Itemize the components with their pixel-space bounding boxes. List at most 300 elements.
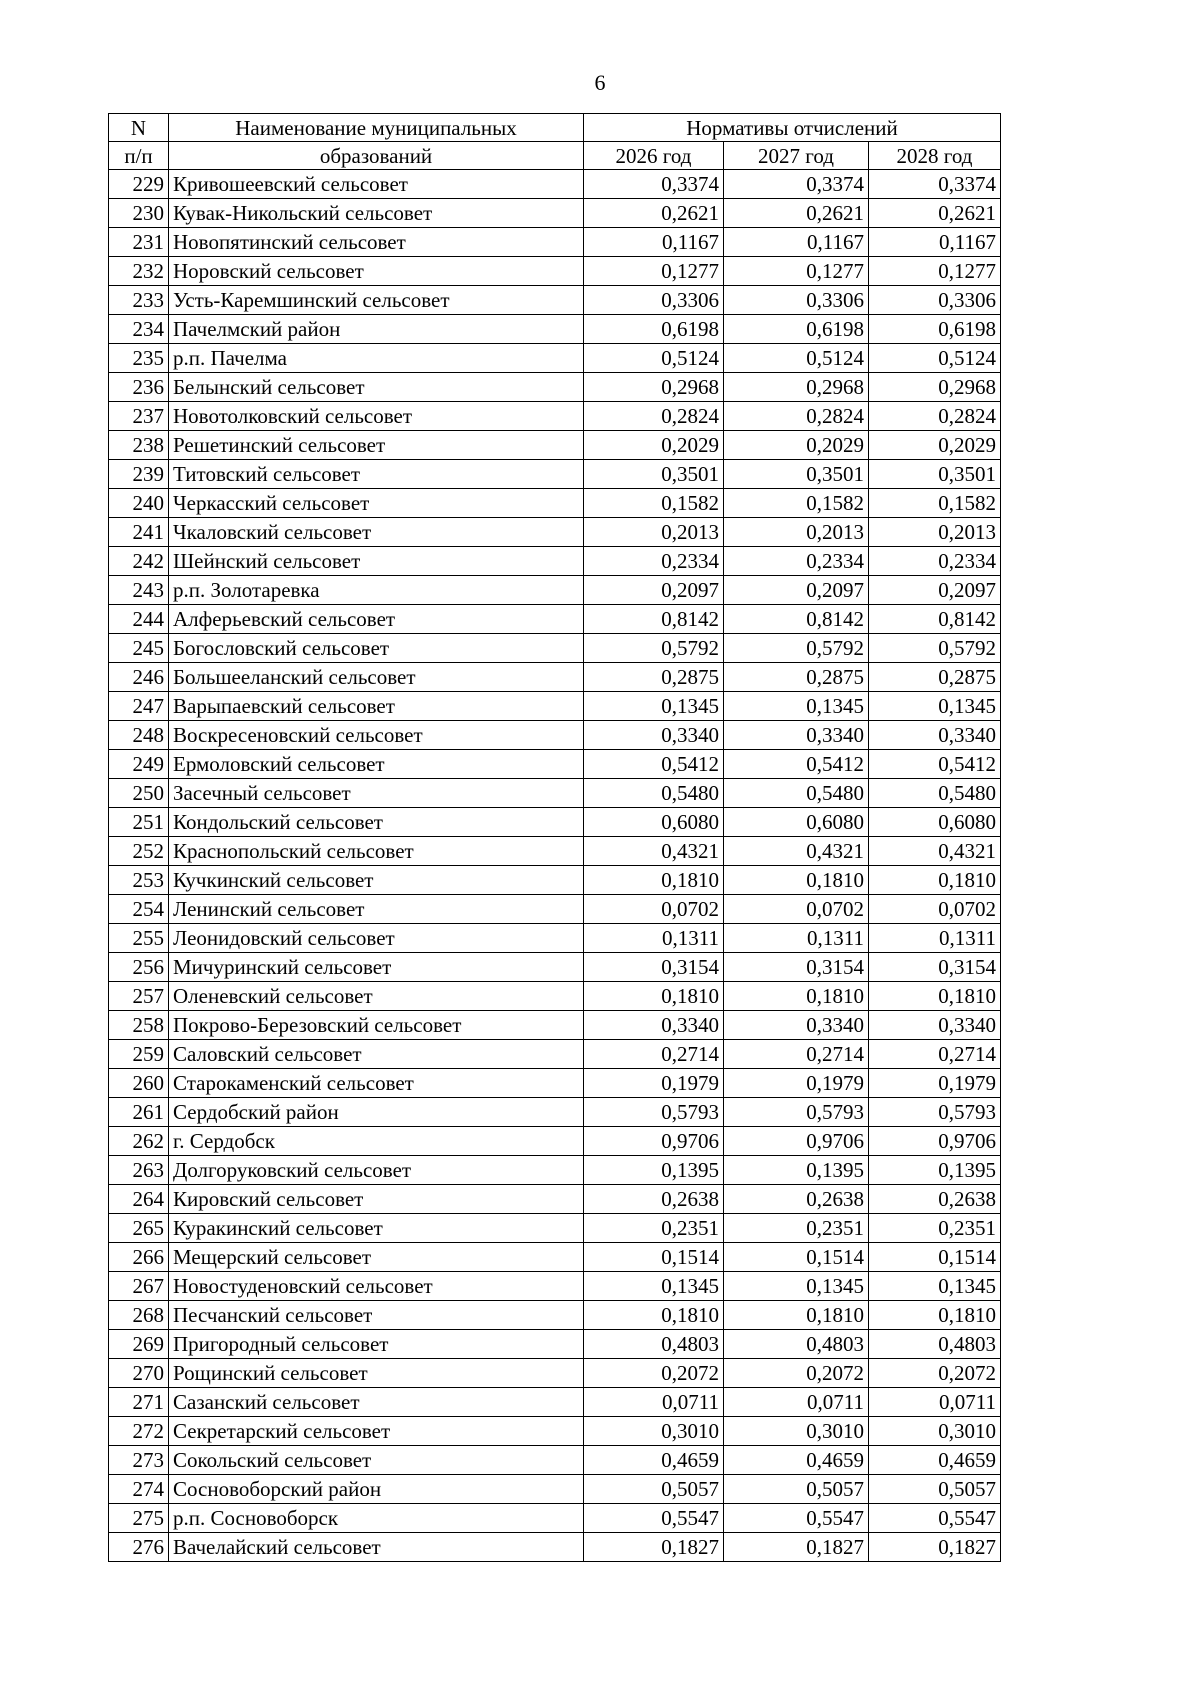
norm-2028: 0,2824 [869,402,1001,431]
header-name-line2: образований [169,142,584,170]
norm-2028: 0,5057 [869,1475,1001,1504]
norm-2028: 0,4659 [869,1446,1001,1475]
table-row [109,750,1001,779]
norm-2028: 0,1311 [869,924,1001,953]
norm-2028: 0,5124 [869,344,1001,373]
row-number: 270 [109,1359,169,1388]
header-group: Нормативы отчислений [584,114,1001,142]
table-row [109,924,1001,953]
municipality-name: Усть-Каремшинский сельсовет [169,286,584,315]
table-row [109,1388,1001,1417]
norm-2026: 0,4659 [584,1446,724,1475]
table-row [109,1214,1001,1243]
municipality-name: Мичуринский сельсовет [169,953,584,982]
norm-2028: 0,4321 [869,837,1001,866]
norm-2028: 0,6198 [869,315,1001,344]
row-number: 262 [109,1127,169,1156]
municipality-name: Норовский сельсовет [169,257,584,286]
municipality-name: Сокольский сельсовет [169,1446,584,1475]
municipality-name: р.п. Сосновоборск [169,1504,584,1533]
norm-2027: 0,1810 [724,866,869,895]
row-number: 235 [109,344,169,373]
row-number: 230 [109,199,169,228]
norm-2027: 0,1979 [724,1069,869,1098]
norm-2028: 0,0711 [869,1388,1001,1417]
norm-2028: 0,6080 [869,808,1001,837]
municipality-name: Варыпаевский сельсовет [169,692,584,721]
row-number: 242 [109,547,169,576]
norm-2026: 0,2029 [584,431,724,460]
row-number: 269 [109,1330,169,1359]
municipality-name: Алферьевский сельсовет [169,605,584,634]
municipality-name: Решетинский сельсовет [169,431,584,460]
row-number: 233 [109,286,169,315]
table-row [109,982,1001,1011]
norm-2027: 0,3374 [724,170,869,199]
municipality-name: Кондольский сельсовет [169,808,584,837]
norm-2026: 0,4803 [584,1330,724,1359]
norm-2027: 0,5547 [724,1504,869,1533]
table-row [109,344,1001,373]
norm-2028: 0,5547 [869,1504,1001,1533]
norm-2026: 0,2334 [584,547,724,576]
norm-2028: 0,1395 [869,1156,1001,1185]
table-row [109,953,1001,982]
table-row [109,721,1001,750]
municipality-name: Кувак-Никольский сельсовет [169,199,584,228]
municipality-name: Покрово-Березовский сельсовет [169,1011,584,1040]
table-row [109,1243,1001,1272]
table-row [109,1040,1001,1069]
norm-2026: 0,2968 [584,373,724,402]
norm-2027: 0,3501 [724,460,869,489]
norm-2026: 0,3340 [584,1011,724,1040]
norm-2028: 0,2097 [869,576,1001,605]
row-number: 244 [109,605,169,634]
table-row [109,866,1001,895]
table-row [109,1301,1001,1330]
norm-2026: 0,2714 [584,1040,724,1069]
row-number: 256 [109,953,169,982]
municipality-name: Вачелайский сельсовет [169,1533,584,1562]
municipality-name: Пачелмский район [169,315,584,344]
norm-2028: 0,1345 [869,692,1001,721]
norm-2028: 0,2968 [869,373,1001,402]
norm-2026: 0,2097 [584,576,724,605]
norm-2028: 0,2621 [869,199,1001,228]
norm-2026: 0,1979 [584,1069,724,1098]
table-row [109,1446,1001,1475]
row-number: 232 [109,257,169,286]
table-row [109,808,1001,837]
municipality-name: Пригородный сельсовет [169,1330,584,1359]
norm-2026: 0,1345 [584,692,724,721]
municipality-name: Кучкинский сельсовет [169,866,584,895]
table-row [109,547,1001,576]
norm-2027: 0,2714 [724,1040,869,1069]
norm-2026: 0,5480 [584,779,724,808]
row-number: 241 [109,518,169,547]
norm-2026: 0,2351 [584,1214,724,1243]
norm-2028: 0,1345 [869,1272,1001,1301]
norm-2026: 0,0702 [584,895,724,924]
norm-2027: 0,1810 [724,1301,869,1330]
row-number: 236 [109,373,169,402]
page-number: 6 [594,70,606,95]
municipality-name: Новопятинский сельсовет [169,228,584,257]
table-row [109,1185,1001,1214]
municipality-name: Сердобский район [169,1098,584,1127]
norm-2027: 0,0711 [724,1388,869,1417]
row-number: 265 [109,1214,169,1243]
municipality-name: Краснопольский сельсовет [169,837,584,866]
norm-2027: 0,2968 [724,373,869,402]
norm-2027: 0,2875 [724,663,869,692]
table-row [109,1011,1001,1040]
row-number: 267 [109,1272,169,1301]
municipality-name: Большееланский сельсовет [169,663,584,692]
norm-2028: 0,3340 [869,1011,1001,1040]
norm-2026: 0,1167 [584,228,724,257]
table-row [109,228,1001,257]
norm-2026: 0,5793 [584,1098,724,1127]
row-number: 237 [109,402,169,431]
norm-2028: 0,2013 [869,518,1001,547]
row-number: 257 [109,982,169,1011]
row-number: 239 [109,460,169,489]
deduction-norms-table [108,113,1001,1562]
norm-2028: 0,2875 [869,663,1001,692]
norm-2028: 0,3340 [869,721,1001,750]
norm-2026: 0,1810 [584,1301,724,1330]
table-row [109,895,1001,924]
norm-2026: 0,3374 [584,170,724,199]
norm-2026: 0,1582 [584,489,724,518]
norm-2028: 0,3010 [869,1417,1001,1446]
norm-2026: 0,1345 [584,1272,724,1301]
norm-2026: 0,1311 [584,924,724,953]
norm-2028: 0,3154 [869,953,1001,982]
table-row [109,1272,1001,1301]
norm-2026: 0,5792 [584,634,724,663]
norm-2028: 0,1167 [869,228,1001,257]
norm-2027: 0,4659 [724,1446,869,1475]
row-number: 234 [109,315,169,344]
row-number: 245 [109,634,169,663]
norm-2026: 0,6080 [584,808,724,837]
municipality-name: Сосновоборский район [169,1475,584,1504]
norm-2026: 0,1827 [584,1533,724,1562]
norm-2026: 0,2013 [584,518,724,547]
header-year-2027: 2027 год [724,142,869,170]
norm-2026: 0,3154 [584,953,724,982]
norm-2026: 0,2072 [584,1359,724,1388]
table-row [109,460,1001,489]
table-row [109,779,1001,808]
row-number: 253 [109,866,169,895]
norm-2026: 0,2621 [584,199,724,228]
norm-2027: 0,3306 [724,286,869,315]
norm-2026: 0,1810 [584,866,724,895]
municipality-name: Куракинский сельсовет [169,1214,584,1243]
norm-2026: 0,1277 [584,257,724,286]
table-row [109,634,1001,663]
row-number: 255 [109,924,169,953]
norm-2027: 0,6080 [724,808,869,837]
municipality-name: Песчанский сельсовет [169,1301,584,1330]
table-row [109,1504,1001,1533]
row-number: 240 [109,489,169,518]
row-number: 261 [109,1098,169,1127]
norm-2028: 0,2072 [869,1359,1001,1388]
norm-2027: 0,5793 [724,1098,869,1127]
municipality-name: Саловский сельсовет [169,1040,584,1069]
norm-2027: 0,4321 [724,837,869,866]
norm-2026: 0,1395 [584,1156,724,1185]
row-number: 231 [109,228,169,257]
row-number: 268 [109,1301,169,1330]
norm-2027: 0,5480 [724,779,869,808]
norm-2027: 0,2621 [724,199,869,228]
norm-2027: 0,2072 [724,1359,869,1388]
norm-2027: 0,1810 [724,982,869,1011]
norm-2028: 0,9706 [869,1127,1001,1156]
row-number: 254 [109,895,169,924]
norm-2027: 0,9706 [724,1127,869,1156]
row-number: 272 [109,1417,169,1446]
table-row [109,518,1001,547]
norm-2028: 0,1277 [869,257,1001,286]
norm-2028: 0,1582 [869,489,1001,518]
municipality-name: Ермоловский сельсовет [169,750,584,779]
table-row [109,1127,1001,1156]
norm-2027: 0,3340 [724,1011,869,1040]
row-number: 252 [109,837,169,866]
table-row [109,402,1001,431]
table-row [109,1330,1001,1359]
municipality-name: Сазанский сельсовет [169,1388,584,1417]
norm-2027: 0,2824 [724,402,869,431]
table-row [109,199,1001,228]
header-name-line1: Наименование муниципальных [169,114,584,142]
norm-2028: 0,5793 [869,1098,1001,1127]
norm-2027: 0,3340 [724,721,869,750]
norm-2026: 0,9706 [584,1127,724,1156]
municipality-name: р.п. Золотаревка [169,576,584,605]
norm-2026: 0,2875 [584,663,724,692]
table-row [109,489,1001,518]
norm-2028: 0,1514 [869,1243,1001,1272]
municipality-name: Воскресеновский сельсовет [169,721,584,750]
norm-2027: 0,2097 [724,576,869,605]
table-row [109,1417,1001,1446]
norm-2026: 0,5124 [584,344,724,373]
row-number: 238 [109,431,169,460]
table-row [109,286,1001,315]
header-num-line1: N [109,114,169,142]
row-number: 250 [109,779,169,808]
municipality-name: Засечный сельсовет [169,779,584,808]
norm-2027: 0,5057 [724,1475,869,1504]
municipality-name: Оленевский сельсовет [169,982,584,1011]
row-number: 274 [109,1475,169,1504]
municipality-name: Долгоруковский сельсовет [169,1156,584,1185]
table-row [109,663,1001,692]
norm-2026: 0,4321 [584,837,724,866]
municipality-name: Шейнский сельсовет [169,547,584,576]
table-row [109,837,1001,866]
row-number: 258 [109,1011,169,1040]
row-number: 259 [109,1040,169,1069]
norm-2027: 0,2638 [724,1185,869,1214]
norm-2027: 0,0702 [724,895,869,924]
norm-2027: 0,5124 [724,344,869,373]
table-row [109,1069,1001,1098]
header-num-line2: п/п [109,142,169,170]
norm-2028: 0,3501 [869,460,1001,489]
norm-2026: 0,8142 [584,605,724,634]
municipality-name: р.п. Пачелма [169,344,584,373]
table-row [109,1098,1001,1127]
norm-2028: 0,2638 [869,1185,1001,1214]
row-number: 243 [109,576,169,605]
municipality-name: Кировский сельсовет [169,1185,584,1214]
table-row [109,170,1001,199]
municipality-name: Чкаловский сельсовет [169,518,584,547]
norm-2027: 0,1345 [724,692,869,721]
norm-2027: 0,5412 [724,750,869,779]
norm-2026: 0,2824 [584,402,724,431]
norm-2026: 0,3340 [584,721,724,750]
norm-2028: 0,2029 [869,431,1001,460]
municipality-name: Рощинский сельсовет [169,1359,584,1388]
row-number: 276 [109,1533,169,1562]
norm-2027: 0,1167 [724,228,869,257]
norm-2027: 0,2029 [724,431,869,460]
row-number: 246 [109,663,169,692]
norm-2026: 0,3306 [584,286,724,315]
norm-2027: 0,1277 [724,257,869,286]
norm-2028: 0,2334 [869,547,1001,576]
table-header [109,114,1001,170]
row-number: 266 [109,1243,169,1272]
header-year-2026: 2026 год [584,142,724,170]
municipality-name: Титовский сельсовет [169,460,584,489]
table-row [109,373,1001,402]
norm-2027: 0,1395 [724,1156,869,1185]
table-row [109,1533,1001,1562]
norm-2027: 0,6198 [724,315,869,344]
municipality-name: Ленинский сельсовет [169,895,584,924]
norm-2027: 0,1311 [724,924,869,953]
norm-2027: 0,2334 [724,547,869,576]
row-number: 273 [109,1446,169,1475]
row-number: 275 [109,1504,169,1533]
norm-2028: 0,0702 [869,895,1001,924]
table-body [109,170,1001,1562]
norm-2028: 0,3306 [869,286,1001,315]
norm-2028: 0,1827 [869,1533,1001,1562]
norm-2027: 0,8142 [724,605,869,634]
municipality-name: Белынский сельсовет [169,373,584,402]
header-year-2028: 2028 год [869,142,1001,170]
norm-2026: 0,5547 [584,1504,724,1533]
table-row [109,605,1001,634]
norm-2027: 0,3154 [724,953,869,982]
norm-2028: 0,5480 [869,779,1001,808]
norm-2028: 0,5792 [869,634,1001,663]
norm-2028: 0,8142 [869,605,1001,634]
norm-2026: 0,0711 [584,1388,724,1417]
norm-2026: 0,1514 [584,1243,724,1272]
municipality-name: Леонидовский сельсовет [169,924,584,953]
norm-2028: 0,3374 [869,170,1001,199]
norm-2026: 0,3501 [584,460,724,489]
table-row [109,1359,1001,1388]
table-row [109,576,1001,605]
norm-2026: 0,1810 [584,982,724,1011]
norm-2027: 0,3010 [724,1417,869,1446]
norm-2028: 0,5412 [869,750,1001,779]
norm-2026: 0,2638 [584,1185,724,1214]
municipality-name: Кривошеевский сельсовет [169,170,584,199]
row-number: 248 [109,721,169,750]
norm-2028: 0,4803 [869,1330,1001,1359]
municipality-name: Новотолковский сельсовет [169,402,584,431]
norm-2028: 0,2351 [869,1214,1001,1243]
municipality-name: Мещерский сельсовет [169,1243,584,1272]
row-number: 263 [109,1156,169,1185]
row-number: 247 [109,692,169,721]
norm-2028: 0,1810 [869,1301,1001,1330]
norm-2026: 0,5412 [584,750,724,779]
norm-2028: 0,1979 [869,1069,1001,1098]
row-number: 251 [109,808,169,837]
norm-2027: 0,2013 [724,518,869,547]
table-row [109,1156,1001,1185]
table-row [109,1475,1001,1504]
table-row [109,431,1001,460]
norm-2026: 0,5057 [584,1475,724,1504]
norm-2027: 0,1827 [724,1533,869,1562]
row-number: 260 [109,1069,169,1098]
municipality-name: Секретарский сельсовет [169,1417,584,1446]
municipality-name: Богословский сельсовет [169,634,584,663]
municipality-name: Черкасский сельсовет [169,489,584,518]
table-row [109,692,1001,721]
norm-2027: 0,4803 [724,1330,869,1359]
table-row [109,257,1001,286]
row-number: 271 [109,1388,169,1417]
municipality-name: Старокаменский сельсовет [169,1069,584,1098]
norm-2028: 0,1810 [869,866,1001,895]
municipality-name: г. Сердобск [169,1127,584,1156]
norm-2027: 0,5792 [724,634,869,663]
row-number: 249 [109,750,169,779]
norm-2027: 0,1582 [724,489,869,518]
norm-2028: 0,2714 [869,1040,1001,1069]
norm-2027: 0,2351 [724,1214,869,1243]
norm-2027: 0,1345 [724,1272,869,1301]
norm-2026: 0,6198 [584,315,724,344]
municipality-name: Новостуденовский сельсовет [169,1272,584,1301]
norm-2027: 0,1514 [724,1243,869,1272]
row-number: 264 [109,1185,169,1214]
norm-2026: 0,3010 [584,1417,724,1446]
table-row [109,315,1001,344]
norm-2028: 0,1810 [869,982,1001,1011]
row-number: 229 [109,170,169,199]
